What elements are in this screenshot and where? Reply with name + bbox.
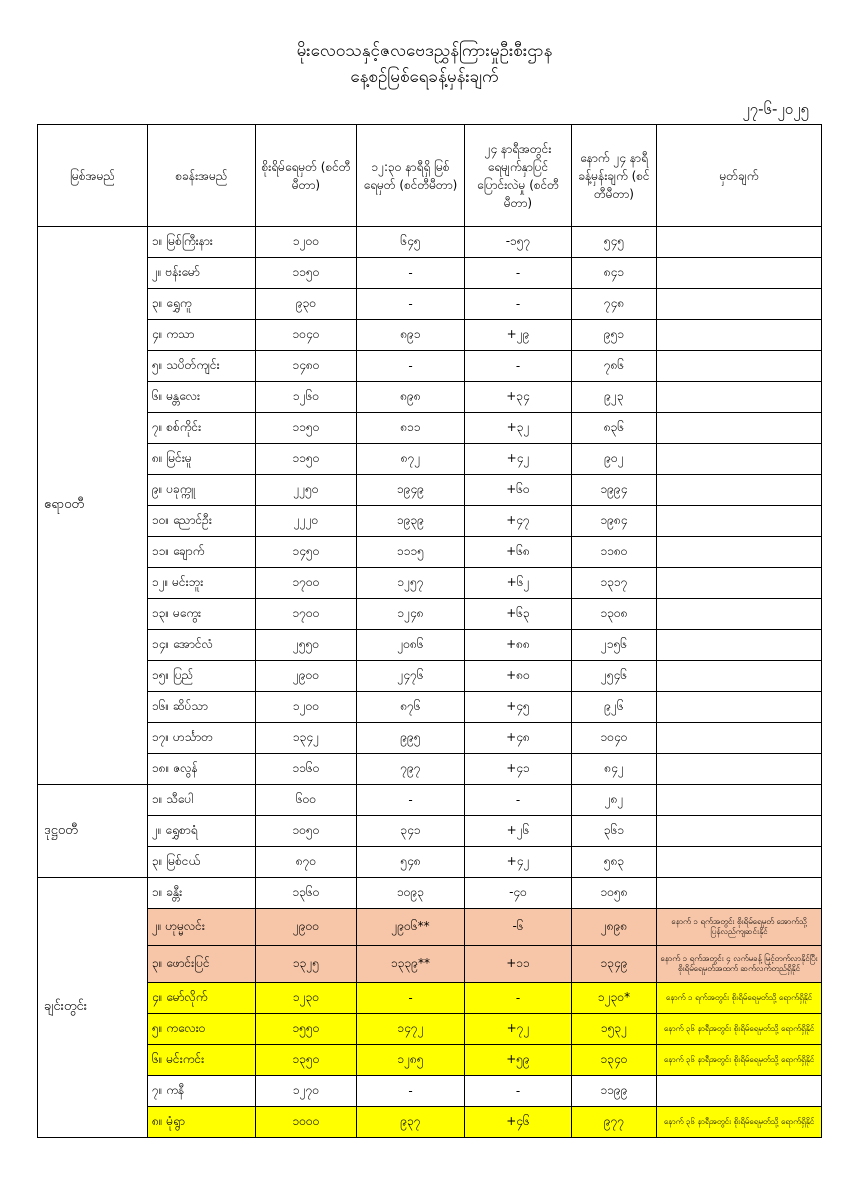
remark-cell [657, 878, 822, 909]
change-cell: -၁၅၇ [465, 227, 572, 258]
forecast-cell: ၂၅၄၆ [572, 661, 657, 692]
forecast-cell: ၁၉၈၄ [572, 506, 657, 537]
station-name-cell: ၃။ ရွှေကူ [148, 289, 256, 320]
station-name-cell: ၂။ ဟုမ္မလင်း [148, 909, 256, 946]
river-name-cell: ဒုဋ္ဌဝတီ [38, 785, 148, 878]
remark-cell [657, 630, 822, 661]
remark-cell [657, 382, 822, 413]
station-name-cell: ၁။ ခန္တီး [148, 878, 256, 909]
forecast-cell: ၈၃၆ [572, 413, 657, 444]
forecast-cell: ၁၁၉၉ [572, 1076, 657, 1107]
remark-cell: နောက် ၃၆ နာရီအတွင်း စိုးရိမ်ရေမှတ်သို့ ရောက်ရှိနိုင် [657, 1045, 822, 1076]
station-name-cell: ၅။ ကလေးဝ [148, 1014, 256, 1045]
change-cell: - [465, 983, 572, 1014]
change-cell: +၄၇ [465, 506, 572, 537]
current-level-cell: ၁၂၅၇ [357, 568, 465, 599]
change-cell: +၄၁ [465, 754, 572, 785]
danger-level-cell: ၁၂၀၀ [256, 227, 357, 258]
table-row [38, 1045, 822, 1076]
change-cell: +၃၂ [465, 413, 572, 444]
report-title: နေ့စဉ်မြစ်ရေခန့်မှန်းချက် [350, 67, 499, 87]
table-row [38, 878, 822, 909]
danger-level-cell: ၁၁၅၀ [256, 258, 357, 289]
table-row [38, 444, 822, 475]
forecast-cell: ၂၈၉၈ [572, 909, 657, 946]
current-level-cell: ၁၀၉၃ [357, 878, 465, 909]
danger-level-cell: ၂၂၅၀ [256, 475, 357, 506]
remark-cell [657, 785, 822, 816]
col-change: ၂၄ နာရီအတွင်း ရေမျက်နှာပြင် ပြောင်းလဲမှု (စင်တီမီတာ) [465, 125, 572, 227]
station-name-cell: ၄။ မော်လိုက် [148, 983, 256, 1014]
remark-cell [657, 661, 822, 692]
table-row [38, 506, 822, 537]
table-body [38, 227, 822, 1138]
change-cell: +၅၉ [465, 1045, 572, 1076]
forecast-cell: ၁၉၉၄ [572, 475, 657, 506]
remark-cell: နောက် ၁ ရက်အတွင်း စိုးရိမ်ရေမှတ်သို့ ရောက်ရှိနိုင် [657, 983, 822, 1014]
danger-level-cell: ၁၄၈၀ [256, 351, 357, 382]
station-name-cell: ၁၀။ ညောင်ဦး [148, 506, 256, 537]
danger-level-cell: ၂၉၀၀ [256, 909, 357, 946]
table-row [38, 351, 822, 382]
table-row [38, 847, 822, 878]
station-name-cell: ၁၇။ ဟင်္သာတ [148, 723, 256, 754]
remark-cell [657, 475, 822, 506]
forecast-cell: ၁၀၅၈ [572, 878, 657, 909]
station-name-cell: ၆။ မင်းကင်း [148, 1045, 256, 1076]
change-cell: - [465, 289, 572, 320]
table-row [38, 568, 822, 599]
current-level-cell: - [357, 351, 465, 382]
remark-cell [657, 723, 822, 754]
change-cell: +၆၀ [465, 475, 572, 506]
change-cell: +၆၃ [465, 599, 572, 630]
forecast-cell: ၁၃၀၈ [572, 599, 657, 630]
forecast-cell: ၉၂၃ [572, 382, 657, 413]
table-row [38, 723, 822, 754]
table-row [38, 320, 822, 351]
station-name-cell: ၁၁။ ချောက် [148, 537, 256, 568]
table-row [38, 946, 822, 983]
station-name-cell: ၁၈။ ဇလွန် [148, 754, 256, 785]
change-cell: +၆၈ [465, 537, 572, 568]
change-cell: - [465, 351, 572, 382]
forecast-cell: ၉၀၂ [572, 444, 657, 475]
station-name-cell: ၈။ မြင်းမူ [148, 444, 256, 475]
remark-cell [657, 506, 822, 537]
table-row [38, 382, 822, 413]
col-remark: မှတ်ချက် [657, 125, 822, 227]
danger-level-cell: ၁၇၀၀ [256, 599, 357, 630]
change-cell: - [465, 785, 572, 816]
danger-level-cell: ၁၂၃၀ [256, 983, 357, 1014]
change-cell: +၄၆ [465, 1107, 572, 1138]
forecast-cell: ၁၀၄၀ [572, 723, 657, 754]
remark-cell [657, 754, 822, 785]
current-level-cell: - [357, 785, 465, 816]
col-river: မြစ်အမည် [38, 125, 148, 227]
remark-cell [657, 413, 822, 444]
danger-level-cell: ၁၃၂၅ [256, 946, 357, 983]
change-cell: +၆၂ [465, 568, 572, 599]
current-level-cell: ၉၃၇ [357, 1107, 465, 1138]
remark-cell [657, 816, 822, 847]
danger-level-cell: ၁၂၀၀ [256, 692, 357, 723]
report-date: ၂၇-၆-၂၀၂၅ [742, 100, 809, 118]
remark-cell [657, 692, 822, 723]
forecast-cell: ၁၃၁၇ [572, 568, 657, 599]
remark-cell [657, 599, 822, 630]
river-name-cell: ချင်းတွင်း [38, 878, 148, 1138]
danger-level-cell: ၁၀၅၀ [256, 816, 357, 847]
station-name-cell: ၃။ ဖောင်းပြင် [148, 946, 256, 983]
current-level-cell: ၅၄၈ [357, 847, 465, 878]
table-row [38, 475, 822, 506]
change-cell: +၄၅ [465, 692, 572, 723]
forecast-cell: ၉၅၁ [572, 320, 657, 351]
current-level-cell: ၈၉၈ [357, 382, 465, 413]
change-cell: +၄၈ [465, 723, 572, 754]
remark-cell: နောက် ၃၆ နာရီအတွင်း စိုးရိမ်ရေမှတ်သို့ ရောက်ရှိနိုင် [657, 1014, 822, 1045]
current-level-cell: ၁၃၃၉** [357, 946, 465, 983]
river-forecast-table [37, 124, 822, 1138]
danger-level-cell: ၈၇၀ [256, 847, 357, 878]
remark-cell [657, 258, 822, 289]
station-name-cell: ၁။ သီပေါ [148, 785, 256, 816]
change-cell: +၄၂ [465, 847, 572, 878]
danger-level-cell: ၁၁၅၀ [256, 444, 357, 475]
danger-level-cell: ၁၃၅၀ [256, 1045, 357, 1076]
danger-level-cell: ၁၂၆၀ [256, 382, 357, 413]
remark-cell [657, 227, 822, 258]
remark-cell [657, 847, 822, 878]
danger-level-cell: ၁၀၀၀ [256, 1107, 357, 1138]
change-cell: +၂၉ [465, 320, 572, 351]
table-row [38, 1014, 822, 1045]
table-row [38, 1107, 822, 1138]
current-level-cell: ၉၉၅ [357, 723, 465, 754]
current-level-cell: ၈၇၂ [357, 444, 465, 475]
change-cell: +၁၁ [465, 946, 572, 983]
remark-cell [657, 568, 822, 599]
table-row [38, 816, 822, 847]
department-title: မိုးလေဝသနှင့်ဇလဗေဒညွှန်ကြားမှုဦးစီးဌာန [296, 41, 553, 61]
forecast-cell: ၈၄၂ [572, 754, 657, 785]
forecast-cell: ၃၆၁ [572, 816, 657, 847]
table-row [38, 1076, 822, 1107]
forecast-cell: ၅၄၅ [572, 227, 657, 258]
current-level-cell: ၂၀၈၆ [357, 630, 465, 661]
current-level-cell: ၂၄၇၆ [357, 661, 465, 692]
current-level-cell: ၁၂၄၈ [357, 599, 465, 630]
remark-cell [657, 1076, 822, 1107]
forecast-cell: ၉၇၇ [572, 1107, 657, 1138]
change-cell: - [465, 1076, 572, 1107]
danger-level-cell: ၁၁၆၀ [256, 754, 357, 785]
current-level-cell: ၁၂၈၅ [357, 1045, 465, 1076]
forecast-cell: ၁၃၄၀ [572, 1045, 657, 1076]
col-current-level: ၁၂:၃၀ နာရီရှိ မြစ်ရေမှတ် (စင်တီမီတာ) [357, 125, 465, 227]
change-cell: +၃၄ [465, 382, 572, 413]
change-cell: +၂၆ [465, 816, 572, 847]
table-row [38, 630, 822, 661]
col-station: စခန်းအမည် [148, 125, 256, 227]
forecast-cell: ၂၁၅၆ [572, 630, 657, 661]
remark-cell [657, 289, 822, 320]
station-name-cell: ၂။ ရွှေစာရံ [148, 816, 256, 847]
danger-level-cell: ၁၁၅၀ [256, 413, 357, 444]
table-row [38, 754, 822, 785]
danger-level-cell: ၂၅၅၀ [256, 630, 357, 661]
forecast-cell: ၉၂၆ [572, 692, 657, 723]
remark-cell [657, 320, 822, 351]
current-level-cell: ၁၁၁၅ [357, 537, 465, 568]
current-level-cell: ၃၄၁ [357, 816, 465, 847]
table-row [38, 227, 822, 258]
change-cell: +၈၀ [465, 661, 572, 692]
current-level-cell: - [357, 983, 465, 1014]
current-level-cell: ၂၉၀၆** [357, 909, 465, 946]
danger-level-cell: ၉၃၀ [256, 289, 357, 320]
current-level-cell: ၈၁၁ [357, 413, 465, 444]
river-name-cell: ဧရာဝတီ [38, 227, 148, 785]
change-cell: +၇၂ [465, 1014, 572, 1045]
forecast-cell: ၈၄၁ [572, 258, 657, 289]
danger-level-cell: ၁၀၄၀ [256, 320, 357, 351]
table-row [38, 537, 822, 568]
remark-cell [657, 537, 822, 568]
forecast-cell: ၂၈၂ [572, 785, 657, 816]
station-name-cell: ၁၂။ မင်းဘူး [148, 568, 256, 599]
forecast-cell: ၁၂၃၀* [572, 983, 657, 1014]
danger-level-cell: ၁၂၇၀ [256, 1076, 357, 1107]
station-name-cell: ၉။ ပခုက္ကူ [148, 475, 256, 506]
table-header-row [38, 125, 822, 227]
remark-cell [657, 444, 822, 475]
remark-cell: နောက် ၃၆ နာရီအတွင်း စိုးရိမ်ရေမှတ်သို့ ရောက်ရှိနိုင် [657, 1107, 822, 1138]
current-level-cell: - [357, 258, 465, 289]
current-level-cell: ၁၉၄၉ [357, 475, 465, 506]
change-cell: +၈၈ [465, 630, 572, 661]
remark-cell [657, 351, 822, 382]
table-row [38, 983, 822, 1014]
station-name-cell: ၇။ စစ်ကိုင်း [148, 413, 256, 444]
forecast-cell: ၁၅၃၂ [572, 1014, 657, 1045]
col-danger-level: စိုးရိမ်ရေမှတ် (စင်တီမီတာ) [256, 125, 357, 227]
current-level-cell: ၈၇၆ [357, 692, 465, 723]
station-name-cell: ၃။ မြစ်ငယ် [148, 847, 256, 878]
danger-level-cell: ၂၉၀၀ [256, 661, 357, 692]
danger-level-cell: ၁၅၅၀ [256, 1014, 357, 1045]
col-forecast: နောက် ၂၄ နာရီ ခန့်မှန်းချက် (စင်တီမီတာ) [572, 125, 657, 227]
station-name-cell: ၈။ မုံရွာ [148, 1107, 256, 1138]
table-row [38, 289, 822, 320]
station-name-cell: ၁၅။ ပြည် [148, 661, 256, 692]
danger-level-cell: ၁၇၀၀ [256, 568, 357, 599]
forecast-cell: ၅၈၃ [572, 847, 657, 878]
table-row [38, 692, 822, 723]
current-level-cell: ၇၉၇ [357, 754, 465, 785]
remark-cell: နောက် ၁ ရက်အတွင်း စိုးရိမ်ရေမှတ် အောက်သို့ ပြန်လည်ကျဆင်းနိုင် [657, 909, 822, 946]
danger-level-cell: ၁၃၆၀ [256, 878, 357, 909]
current-level-cell: - [357, 1076, 465, 1107]
current-level-cell: ၁၄၇၂ [357, 1014, 465, 1045]
danger-level-cell: ၆၀၀ [256, 785, 357, 816]
table-row [38, 599, 822, 630]
station-name-cell: ၅။ သပိတ်ကျင်း [148, 351, 256, 382]
table-row [38, 413, 822, 444]
station-name-cell: ၇။ ကနီ [148, 1076, 256, 1107]
danger-level-cell: ၁၃၄၂ [256, 723, 357, 754]
forecast-cell: ၇၈၆ [572, 351, 657, 382]
station-name-cell: ၁၆။ ဆိပ်သာ [148, 692, 256, 723]
change-cell: - [465, 258, 572, 289]
station-name-cell: ၁။ မြစ်ကြီးနား [148, 227, 256, 258]
station-name-cell: ၆။ မန္တလေး [148, 382, 256, 413]
station-name-cell: ၁၃။ မကွေး [148, 599, 256, 630]
change-cell: -၆ [465, 909, 572, 946]
station-name-cell: ၁၄။ အောင်လံ [148, 630, 256, 661]
current-level-cell: ၁၉၃၉ [357, 506, 465, 537]
table-row [38, 258, 822, 289]
current-level-cell: ၆၄၅ [357, 227, 465, 258]
danger-level-cell: ၂၂၂၀ [256, 506, 357, 537]
table-row [38, 785, 822, 816]
station-name-cell: ၂။ ဗန်းမော် [148, 258, 256, 289]
forecast-cell: ၁၁၈၀ [572, 537, 657, 568]
change-cell: +၄၂ [465, 444, 572, 475]
forecast-cell: ၁၃၄၉ [572, 946, 657, 983]
station-name-cell: ၄။ ကသာ [148, 320, 256, 351]
forecast-cell: ၇၄၈ [572, 289, 657, 320]
table-row [38, 909, 822, 946]
change-cell: -၄၀ [465, 878, 572, 909]
danger-level-cell: ၁၄၅၀ [256, 537, 357, 568]
remark-cell: နောက် ၁ ရက်အတွင်း ၄ လက်မခန့် မြင့်တက်လာနိုင်ပြီး စိုးရိမ်ရေမှတ်အထက် ဆက်လက်တည်ရှိနိုင် [657, 946, 822, 983]
table-row [38, 661, 822, 692]
current-level-cell: ၈၉၁ [357, 320, 465, 351]
current-level-cell: - [357, 289, 465, 320]
